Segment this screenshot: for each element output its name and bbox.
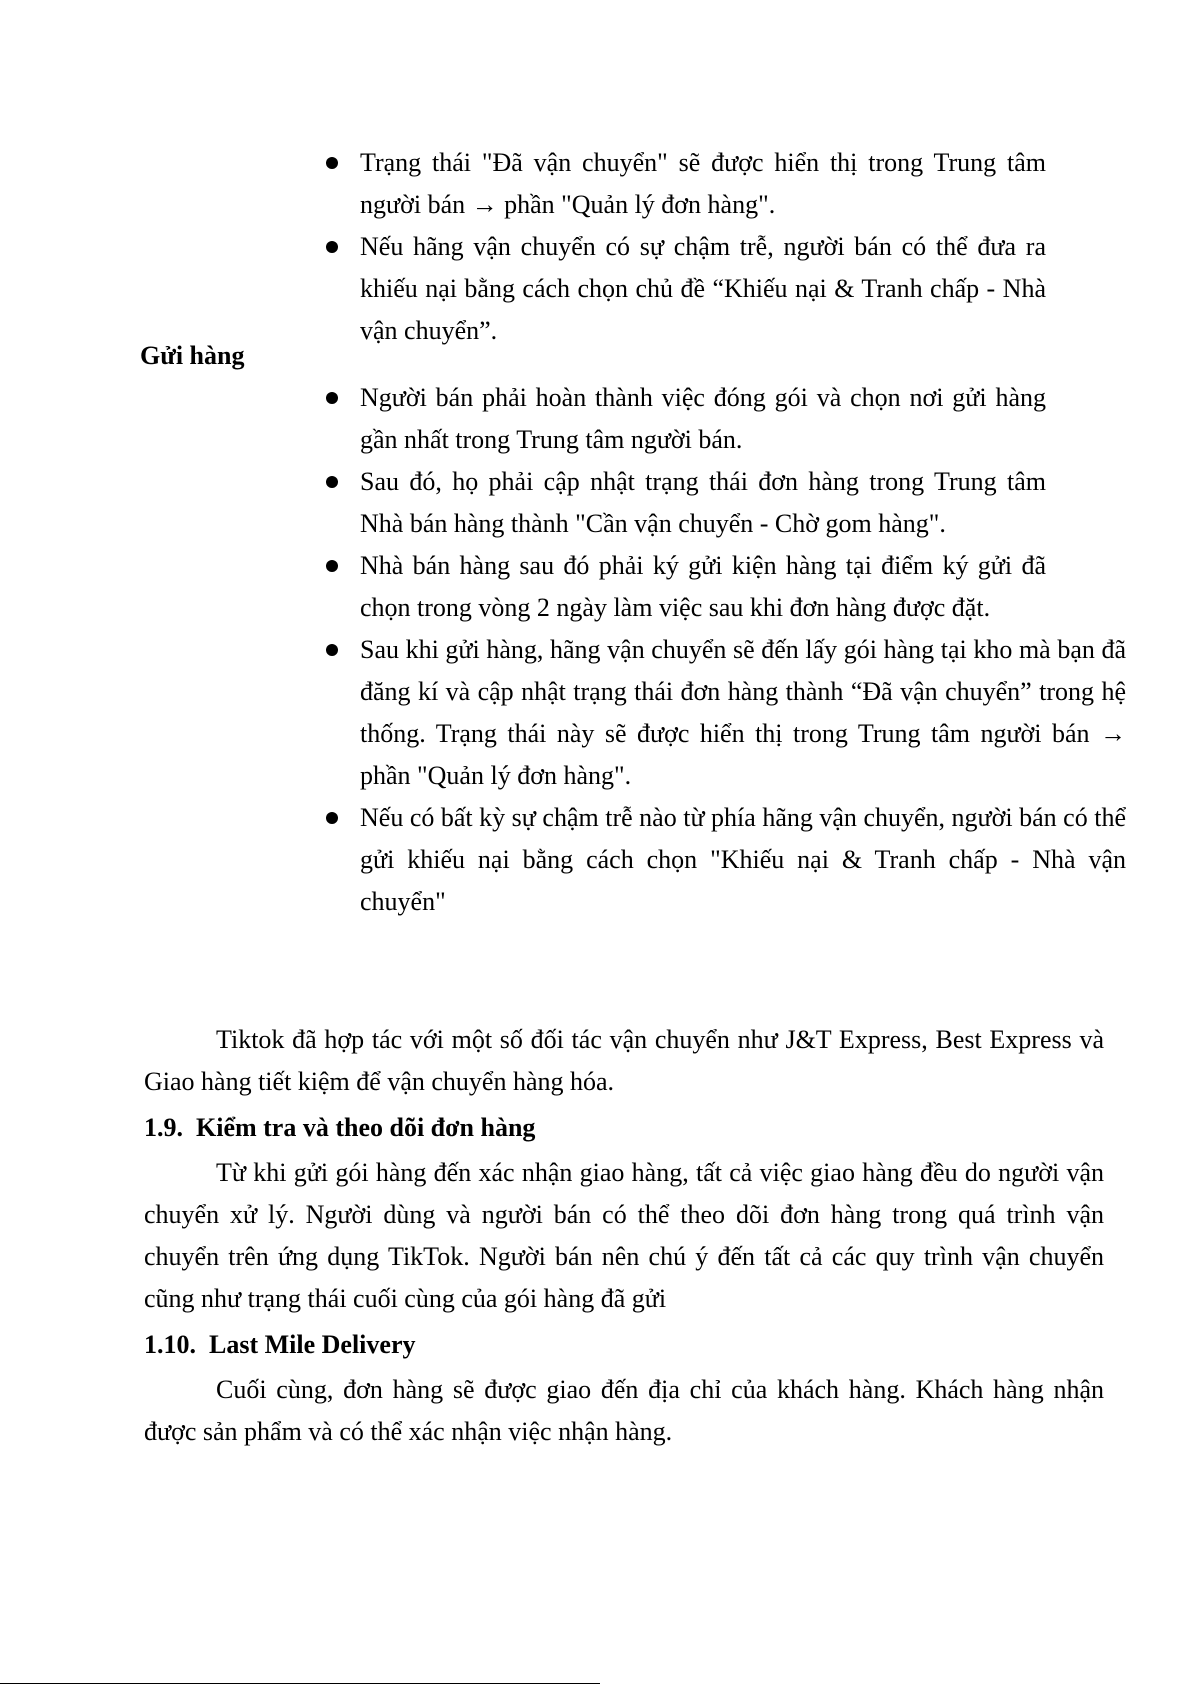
bullet-icon: [326, 157, 338, 169]
tracking-paragraph: Từ khi gửi gói hàng đến xác nhận giao hàng, tất cả việc giao hàng đều do người vận chuyển xử lý. Người dùng và người bán có thể theo dõi đơn hàng trong quá trình vận chuyển trên ứng dụng TikTok. Người bán nên chú ý đến tất cả các quy trình vận chuyển cũng như trạng thái cuối cùng của gói hàng đã gửi: [144, 1158, 1104, 1313]
partners-paragraph: Tiktok đã hợp tác với một số đối tác vận chuyển như J&T Express, Best Express và Giao hàng tiết kiệm để vận chuyển hàng hóa.: [144, 1025, 1104, 1096]
section-heading-gui-hang: Gửi hàng: [140, 341, 245, 370]
list-item: Nhà bán hàng sau đó phải ký gửi kiện hàng tại điểm ký gửi đã chọn trong vòng 2 ngày làm việc sau khi đơn hàng được đặt.: [326, 545, 1046, 629]
section-number: 1.9.: [144, 1113, 183, 1142]
bullet-icon: [326, 812, 338, 824]
list-item: Nếu có bất kỳ sự chậm trễ nào từ phía hãng vận chuyển, người bán có thể gửi khiếu nại bằng cách chọn "Khiếu nại & Tranh chấp - Nhà vận chuyển": [326, 797, 1126, 923]
section-title: Kiểm tra và theo dõi đơn hàng: [196, 1113, 536, 1142]
list-item: Trạng thái "Đã vận chuyển" sẽ được hiển thị trong Trung tâm người bán → phần "Quản lý đơn hàng".: [326, 142, 1046, 226]
footer-divider: [0, 1683, 600, 1684]
list-item: Sau khi gửi hàng, hãng vận chuyển sẽ đến lấy gói hàng tại kho mà bạn đã đăng kí và cập nhật trạng thái đơn hàng thành “Đã vận chuyển” trong hệ thống. Trạng thái này sẽ được hiển thị trong Trung tâm người bán → phần "Quản lý đơn hàng".: [326, 629, 1126, 797]
section-heading-1-9: [144, 1107, 535, 1149]
bullet-icon: [326, 392, 338, 404]
shipping-status-list: [326, 142, 1046, 352]
section-title: Last Mile Delivery: [209, 1330, 416, 1359]
section-heading-1-10: [144, 1324, 416, 1366]
last-mile-paragraph: Cuối cùng, đơn hàng sẽ được giao đến địa chỉ của khách hàng. Khách hàng nhận được sản phẩm và có thể xác nhận việc nhận hàng.: [144, 1375, 1104, 1446]
bullet-icon: [326, 476, 338, 488]
bullet-icon: [326, 241, 338, 253]
dispatch-steps-list: [326, 377, 1126, 923]
list-item: Người bán phải hoàn thành việc đóng gói và chọn nơi gửi hàng gần nhất trong Trung tâm người bán.: [326, 377, 1046, 461]
list-item: Sau đó, họ phải cập nhật trạng thái đơn hàng trong Trung tâm Nhà bán hàng thành "Cần vận chuyển - Chờ gom hàng".: [326, 461, 1046, 545]
list-item: Nếu hãng vận chuyển có sự chậm trễ, người bán có thể đưa ra khiếu nại bằng cách chọn chủ đề “Khiếu nại & Tranh chấp - Nhà vận chuyển”.: [326, 226, 1046, 352]
bullet-icon: [326, 560, 338, 572]
section-number: 1.10.: [144, 1330, 196, 1359]
bullet-icon: [326, 644, 338, 656]
